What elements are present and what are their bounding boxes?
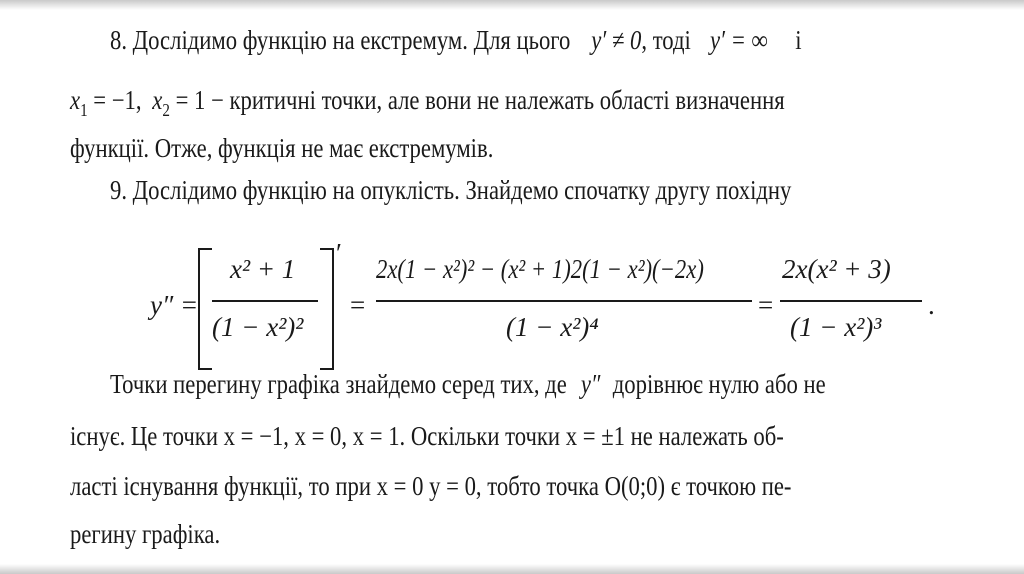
- p8-line-2: [70, 84, 785, 126]
- p8-line2-text: − критичні точки, але вони не належать області визначення: [205, 85, 785, 115]
- x2-subscript: 2: [162, 100, 170, 120]
- p10-line-2: [70, 420, 784, 452]
- x1-subscript: 1: [80, 100, 88, 120]
- then-text: , тоді: [641, 25, 691, 55]
- result-fraction-line: [780, 300, 922, 302]
- x2-symbol: x: [152, 85, 163, 115]
- p10-line-4: [70, 518, 220, 550]
- y-prime-neq: y′ ≠ 0: [591, 25, 642, 55]
- big-denominator: (1 − x²)⁴: [506, 312, 599, 342]
- equals-2: =: [758, 290, 774, 320]
- p10-line1-text: Точки перегину графіка знайдемо серед тих, де: [110, 369, 567, 399]
- inner-fraction-line: [212, 300, 318, 302]
- and-text: і: [795, 25, 802, 55]
- p10-line-3: [70, 470, 791, 502]
- p8-text: 8. Дослідимо функцію на екстремум. Для цього: [110, 25, 571, 55]
- second-derivative-equation: [150, 240, 970, 380]
- p10-line3-text: ласті існування функції, то при x = 0 y = 0, тобто точка O(0;0) є точкою пе-: [70, 471, 792, 501]
- equation-period: .: [928, 290, 935, 320]
- left-bracket: [198, 248, 212, 370]
- x1-value: = −1,: [87, 85, 142, 115]
- x1-symbol: x: [70, 85, 81, 115]
- equals-1: =: [350, 290, 366, 320]
- result-numerator: 2x(x² + 3): [782, 254, 891, 284]
- p8-line-1: [110, 24, 802, 56]
- inner-numerator: x² + 1: [230, 254, 296, 284]
- big-fraction-line: [376, 300, 752, 302]
- document-page: [70, 22, 970, 552]
- p8-line3-text: функції. Отже, функція не має екстремумів.: [70, 133, 494, 163]
- bottom-shadow-bar: [0, 564, 1024, 574]
- p9-text: 9. Дослідимо функцію на опуклість. Знайдемо спочатку другу похідну: [110, 175, 792, 205]
- right-bracket: [320, 248, 334, 370]
- derivative-prime: ′: [336, 238, 342, 268]
- eq-lhs: y″ =: [150, 290, 199, 320]
- p10-line1-rest: дорівнює нулю або не: [612, 369, 826, 399]
- result-denominator: (1 − x²)³: [790, 312, 882, 342]
- p9-line-1: [110, 174, 791, 206]
- p10-line-1: [110, 368, 826, 400]
- x2-value: = 1: [169, 85, 206, 115]
- big-numerator: 2x(1 − x²)² − (x² + 1)2(1 − x²)(−2x): [376, 254, 704, 284]
- y-prime-inf: y′ = ∞: [709, 25, 768, 55]
- p10-line2-text: існує. Це точки x = −1, x = 0, x = 1. Оскільки точки x = ±1 не належать об-: [70, 421, 784, 451]
- top-shadow-bar: [0, 0, 1024, 10]
- inner-denominator: (1 − x²)²: [212, 312, 304, 342]
- y-double-prime: y″: [580, 369, 601, 399]
- p8-line-3: [70, 132, 493, 164]
- p10-line4-text: регину графіка.: [70, 519, 221, 549]
